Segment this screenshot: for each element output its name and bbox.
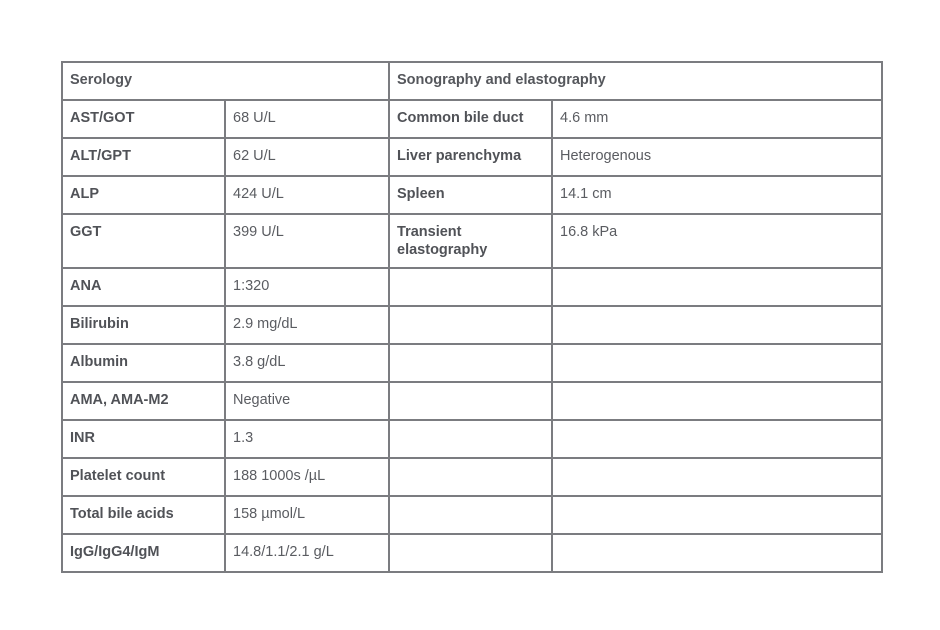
serology-label: Bilirubin [62, 306, 225, 344]
table-row [62, 496, 882, 534]
empty-cell [552, 458, 882, 496]
sonography-value: 4.6 mm [552, 100, 882, 138]
table-row [62, 176, 882, 214]
sonography-label: Liver parenchyma [389, 138, 552, 176]
empty-cell [552, 268, 882, 306]
empty-cell [389, 496, 552, 534]
table-row [62, 138, 882, 176]
serology-value: 62 U/L [225, 138, 389, 176]
empty-cell [552, 306, 882, 344]
serology-label: INR [62, 420, 225, 458]
serology-label: ALT/GPT [62, 138, 225, 176]
sonography-value: 14.1 cm [552, 176, 882, 214]
serology-value: 1.3 [225, 420, 389, 458]
table-row [62, 420, 882, 458]
serology-header: Serology [62, 62, 389, 100]
serology-value: 188 1000s /µL [225, 458, 389, 496]
sonography-label: Common bile duct [389, 100, 552, 138]
serology-label: ALP [62, 176, 225, 214]
table-row [62, 214, 882, 268]
serology-value: 158 µmol/L [225, 496, 389, 534]
empty-cell [389, 534, 552, 572]
empty-cell [389, 344, 552, 382]
serology-label: AMA, AMA-M2 [62, 382, 225, 420]
serology-value: 424 U/L [225, 176, 389, 214]
sonography-header: Sonography and elastography [389, 62, 882, 100]
serology-value: 68 U/L [225, 100, 389, 138]
empty-cell [552, 496, 882, 534]
table-row [62, 382, 882, 420]
lab-findings-table [61, 61, 883, 573]
serology-label: Platelet count [62, 458, 225, 496]
empty-cell [389, 420, 552, 458]
serology-label: Albumin [62, 344, 225, 382]
sonography-label: Transient elastography [389, 214, 552, 268]
serology-label: IgG/IgG4/IgM [62, 534, 225, 572]
empty-cell [389, 382, 552, 420]
empty-cell [389, 458, 552, 496]
sonography-value: Heterogenous [552, 138, 882, 176]
serology-value: 3.8 g/dL [225, 344, 389, 382]
table-row [62, 268, 882, 306]
empty-cell [552, 382, 882, 420]
serology-label: ANA [62, 268, 225, 306]
empty-cell [552, 534, 882, 572]
serology-value: 14.8/1.1/2.1 g/L [225, 534, 389, 572]
sonography-value: 16.8 kPa [552, 214, 882, 268]
empty-cell [552, 420, 882, 458]
serology-value: 2.9 mg/dL [225, 306, 389, 344]
serology-label: GGT [62, 214, 225, 268]
table-row [62, 100, 882, 138]
empty-cell [552, 344, 882, 382]
empty-cell [389, 306, 552, 344]
serology-value: Negative [225, 382, 389, 420]
serology-label: Total bile acids [62, 496, 225, 534]
table-row [62, 306, 882, 344]
table-row [62, 458, 882, 496]
table-header-row [62, 62, 882, 100]
empty-cell [389, 268, 552, 306]
serology-value: 1:320 [225, 268, 389, 306]
table-row [62, 534, 882, 572]
serology-value: 399 U/L [225, 214, 389, 268]
serology-label: AST/GOT [62, 100, 225, 138]
sonography-label: Spleen [389, 176, 552, 214]
table-row [62, 344, 882, 382]
